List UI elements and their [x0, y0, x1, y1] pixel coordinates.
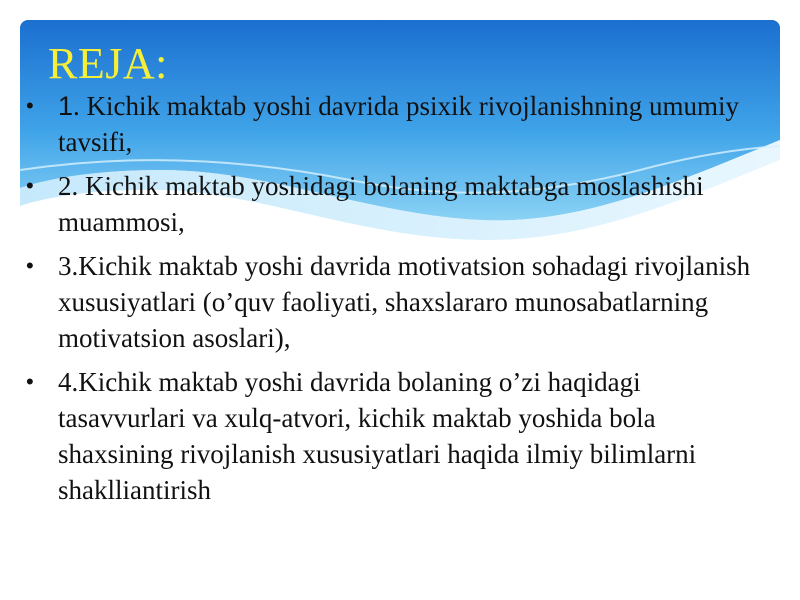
list-item [26, 248, 766, 356]
bullet-icon: • [26, 369, 34, 394]
bullet-icon: • [26, 93, 34, 118]
agenda-list [26, 88, 766, 516]
item-text: . Kichik maktab yoshi davrida psixik rivojlanishning umumiy tavsifi, [58, 91, 739, 157]
slide-title: REJA: [48, 39, 168, 88]
item-text: 4.Kichik maktab yoshi davrida bolaning o’zi haqidagi tasavvurlari va xulq-atvori, kichik maktab yoshida bola shaxsining rivojlanish xususiyatlari haqida ilmiy bilimlarni shaklliantirish [58, 367, 697, 505]
list-item [26, 364, 766, 508]
bullet-icon: • [26, 173, 34, 198]
list-item [26, 168, 766, 240]
item-text: 2. Kichik maktab yoshidagi bolaning maktabga moslashishi muammosi, [58, 171, 704, 237]
bullet-icon: • [26, 253, 34, 278]
item-number: 1 [58, 91, 74, 121]
item-text: 3.Kichik maktab yoshi davrida motivatsion sohadagi rivojlanish xususiyatlari (o’quv faoliyati, shaxslararo munosabatlarning motivatsion asoslari), [58, 251, 751, 353]
list-item [26, 88, 766, 160]
